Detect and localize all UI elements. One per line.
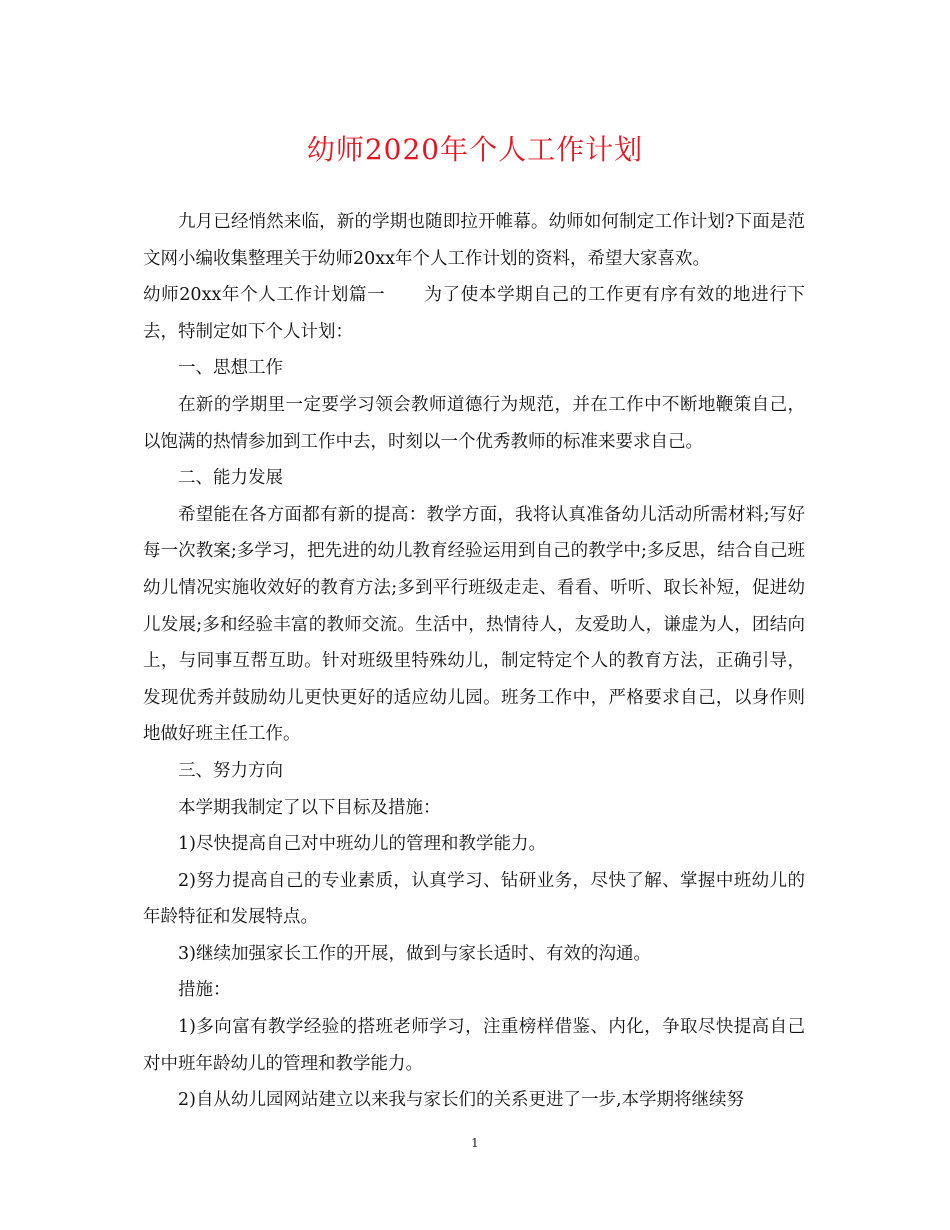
section-heading: 二、能力发展	[178, 468, 283, 489]
article-heading-paragraph	[143, 277, 805, 350]
article-intro: 为了使本学期自己的工作更有序有效的地进行下去，特制定如下个人计划：	[143, 285, 805, 342]
paragraph: 2)努力提高自己的专业素质，认真学习、钻研业务，尽快了解、掌握中班幼儿的年龄特征和发展特点。	[143, 870, 805, 928]
page-number: 1	[471, 1136, 479, 1150]
intro-paragraph: 九月已经悄然来临，新的学期也随即拉开帷幕。幼师如何制定工作计划?下面是范文网小编收集整理关于幼师20xx年个人工作计划的资料，希望大家喜欢。	[143, 212, 805, 269]
paragraph: 希望能在各方面都有新的提高：教学方面，我将认真准备幼儿活动所需材料;写好每一次教案;多学习，把先进的幼儿教育经验运用到自己的教学中;多反思，结合自己班幼儿情况实施收效好的教育方法;多到平行班级走走、看看、听听、取长补短，促进幼儿发展;多和经验丰富的教师交流。生活中，热情待人，友爱助人，谦虚为人，团结向上，与同事互帮互助。针对班级里特殊幼儿，制定特定个人的教育方法，正确引导，发现优秀并鼓励幼儿更快更好的适应幼儿园。班务工作中，严格要求自己，以身作则地做好班主任工作。	[143, 504, 805, 745]
paragraph: 1)尽快提高自己对中班幼儿的管理和教学能力。	[178, 834, 546, 855]
document-title: 幼师2020年个人工作计划	[306, 133, 644, 166]
paragraph: 措施：	[178, 980, 231, 1001]
paragraph: 1)多向富有教学经验的搭班老师学习，注重榜样借鉴、内化，争取尽快提高自己对中班年龄幼儿的管理和教学能力。	[143, 1017, 805, 1074]
paragraph: 3)继续加强家长工作的开展，做到与家长适时、有效的沟通。	[178, 943, 651, 964]
section-heading: 一、思想工作	[178, 358, 283, 379]
paragraph: 在新的学期里一定要学习领会教师道德行为规范，并在工作中不断地鞭策自己，以饱满的热情参加到工作中去，时刻以一个优秀教师的标准来要求自己。	[143, 394, 805, 452]
paragraph: 2)自从幼儿园网站建立以来我与家长们的关系更进了一步,本学期将继续努	[178, 1090, 745, 1111]
document-body	[143, 204, 805, 1119]
article-heading: 幼师20xx年个人工作计划篇一	[143, 285, 386, 306]
paragraph: 本学期我制定了以下目标及措施：	[178, 797, 441, 818]
section-heading: 三、努力方向	[178, 760, 283, 781]
